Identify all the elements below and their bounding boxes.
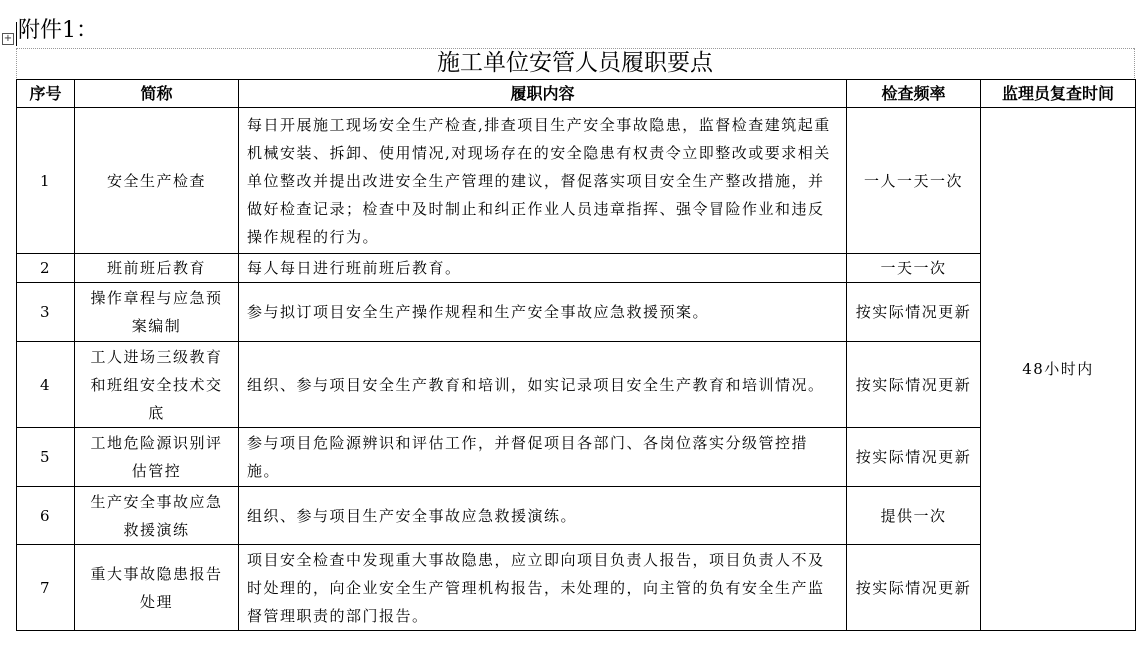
- header-freq: 检查频率: [847, 80, 981, 108]
- row-seq: 2: [17, 254, 75, 283]
- document-title: 施工单位安管人员履职要点: [437, 50, 713, 76]
- row-seq: 3: [17, 283, 75, 342]
- row-freq: 一人一天一次: [847, 108, 981, 254]
- table-row: [17, 254, 1136, 283]
- header-seq: 序号: [17, 80, 75, 108]
- row-content: 每日开展施工现场安全生产检查,排查项目生产安全事故隐患，监督检查建筑起重机械安装、拆卸、使用情况,对现场存在的安全隐患有权责令立即整改或要求相关单位整改并提出改进安全生产管理的建议，督促落实项目安全生产整改措施，并做好检查记录；检查中及时制止和纠正作业人员违章指挥、强令冒险作业和违反操作规程的行为。: [239, 108, 847, 254]
- row-abbr: 生产安全事故应急救援演练: [75, 487, 239, 545]
- title-cell-right-border: [1134, 48, 1135, 78]
- table-row: [17, 545, 1136, 631]
- duties-table: [16, 79, 1136, 631]
- row-seq: 5: [17, 428, 75, 487]
- row-seq: 4: [17, 342, 75, 428]
- row-abbr: 工人进场三级教育和班组安全技术交底: [75, 342, 239, 428]
- header-content: 履职内容: [239, 80, 847, 108]
- row-abbr: 安全生产检查: [75, 108, 239, 254]
- row-content: 参与项目危险源辨识和评估工作，并督促项目各部门、各岗位落实分级管控措施。: [239, 428, 847, 487]
- table-row: [17, 283, 1136, 342]
- row-freq: 一天一次: [847, 254, 981, 283]
- row-seq: 7: [17, 545, 75, 631]
- row-freq: 提供一次: [847, 487, 981, 545]
- row-abbr: 工地危险源识别评估管控: [75, 428, 239, 487]
- row-content: 组织、参与项目安全生产教育和培训，如实记录项目安全生产教育和培训情况。: [239, 342, 847, 428]
- row-abbr: 操作章程与应急预案编制: [75, 283, 239, 342]
- row-seq: 6: [17, 487, 75, 545]
- row-abbr: 重大事故隐患报告处理: [75, 545, 239, 631]
- table-row: [17, 487, 1136, 545]
- row-content: 组织、参与项目生产安全事故应急救援演练。: [239, 487, 847, 545]
- table-row: [17, 108, 1136, 254]
- attachment-label: 附件1：: [18, 18, 98, 43]
- row-abbr: 班前班后教育: [75, 254, 239, 283]
- row-freq: 按实际情况更新: [847, 545, 981, 631]
- table-header-row: [17, 80, 1136, 108]
- table-move-handle-icon[interactable]: +: [3, 33, 13, 44]
- header-review: 监理员复查时间: [981, 80, 1136, 108]
- row-content: 参与拟订项目安全生产操作规程和生产安全事故应急救援预案。: [239, 283, 847, 342]
- row-content: 每人每日进行班前班后教育。: [239, 254, 847, 283]
- row-freq: 按实际情况更新: [847, 342, 981, 428]
- row-freq: 按实际情况更新: [847, 283, 981, 342]
- row-seq: 1: [17, 108, 75, 254]
- row-freq: 按实际情况更新: [847, 428, 981, 487]
- review-time-cell: 48小时内: [981, 108, 1136, 631]
- table-row: [17, 428, 1136, 487]
- row-content: 项目安全检查中发现重大事故隐患，应立即向项目负责人报告，项目负责人不及时处理的，向企业安全生产管理机构报告，未处理的，向主管的负有安全生产监督管理职责的部门报告。: [239, 545, 847, 631]
- table-row: [17, 342, 1136, 428]
- header-abbr: 简称: [75, 80, 239, 108]
- text-cursor: [16, 22, 17, 46]
